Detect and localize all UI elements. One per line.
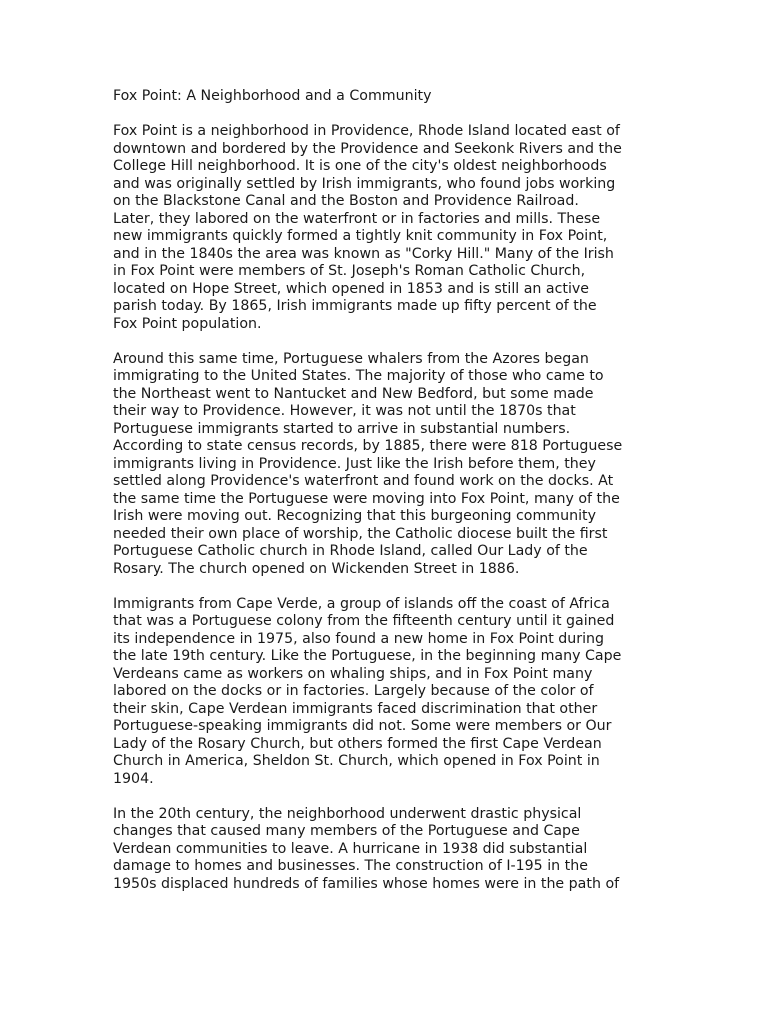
text-line: 1950s displaced hundreds of families whose homes were in the path of — [113, 875, 620, 892]
text-line: According to state census records, by 1885, there were 818 Portuguese — [113, 438, 623, 454]
document-page — [113, 88, 673, 911]
text-line: Portuguese Catholic church in Rhode Island, called Our Lady of the — [113, 543, 588, 559]
text-line: Later, they labored on the waterfront or in factories and mills. These — [113, 210, 601, 227]
text-line: Immigrants from Cape Verde, a group of islands off the coast of Africa — [113, 595, 610, 612]
text-line: downtown and bordered by the Providence and Seekonk Rivers and the — [113, 140, 622, 157]
text-line: damage to homes and businesses. The construction of I-195 in the — [113, 858, 588, 874]
text-line: Fox Point population. — [113, 315, 262, 332]
text-line: immigrating to the United States. The majority of those who came to — [113, 368, 604, 384]
paragraph-cape-verdean-immigration — [113, 596, 673, 789]
paragraph-20th-century-changes — [113, 806, 673, 894]
text-line: Rosary. The church opened on Wickenden Street in 1886. — [113, 560, 520, 577]
text-line: Lady of the Rosary Church, but others formed the first Cape Verdean — [113, 735, 602, 752]
text-line: settled along Providence's waterfront and found work on the docks. At — [113, 473, 614, 489]
text-line: labored on the docks or in factories. Largely because of the color of — [113, 683, 594, 699]
text-line: parish today. By 1865, Irish immigrants made up fifty percent of the — [113, 298, 597, 314]
text-line: in Fox Point were members of St. Joseph's Roman Catholic Church, — [113, 263, 586, 279]
text-line: its independence in 1975, also found a new home in Fox Point during — [113, 630, 605, 647]
paragraph-irish-settlement — [113, 123, 673, 333]
text-line: changes that caused many members of the Portuguese and Cape — [113, 823, 580, 839]
text-line: the same time the Portuguese were moving into Fox Point, many of the — [113, 490, 620, 507]
text-line: immigrants living in Providence. Just like the Irish before them, they — [113, 455, 596, 472]
text-line: and was originally settled by Irish immigrants, who found jobs working — [113, 175, 616, 192]
text-line: the late 19th century. Like the Portuguese, in the beginning many Cape — [113, 648, 622, 664]
document-title: Fox Point: A Neighborhood and a Community — [113, 88, 432, 104]
text-line: and in the 1840s the area was known as "Corky Hill." Many of the Irish — [113, 245, 614, 262]
text-line: Portuguese immigrants started to arrive in substantial numbers. — [113, 420, 571, 437]
text-line: 1904. — [113, 770, 154, 787]
text-line: new immigrants quickly formed a tightly knit community in Fox Point, — [113, 228, 608, 244]
text-line: located on Hope Street, which opened in 1853 and is still an active — [113, 280, 590, 297]
text-line: Irish were moving out. Recognizing that this burgeoning community — [113, 508, 596, 524]
text-line: their way to Providence. However, it was not until the 1870s that — [113, 403, 576, 419]
text-line: Verdeans came as workers on whaling ships, and in Fox Point many — [113, 665, 593, 682]
text-line: their skin, Cape Verdean immigrants faced discrimination that other — [113, 700, 598, 717]
text-line: Church in America, Sheldon St. Church, which opened in Fox Point in — [113, 753, 600, 769]
text-line: Fox Point is a neighborhood in Providence, Rhode Island located east of — [113, 123, 620, 139]
text-line: that was a Portuguese colony from the fifteenth century until it gained — [113, 613, 615, 629]
text-line: Verdean communities to leave. A hurricane in 1938 did substantial — [113, 840, 588, 857]
text-line: on the Blackstone Canal and the Boston and Providence Railroad. — [113, 193, 579, 209]
paragraph-portuguese-immigration — [113, 351, 673, 579]
text-line: Portuguese-speaking immigrants did not. Some were members or Our — [113, 718, 612, 734]
text-line: College Hill neighborhood. It is one of the city's oldest neighborhoods — [113, 158, 607, 174]
text-line: needed their own place of worship, the Catholic diocese built the first — [113, 525, 608, 542]
text-line: In the 20th century, the neighborhood underwent drastic physical — [113, 805, 582, 822]
text-line: the Northeast went to Nantucket and New Bedford, but some made — [113, 385, 594, 402]
text-line: Around this same time, Portuguese whalers from the Azores began — [113, 350, 589, 367]
